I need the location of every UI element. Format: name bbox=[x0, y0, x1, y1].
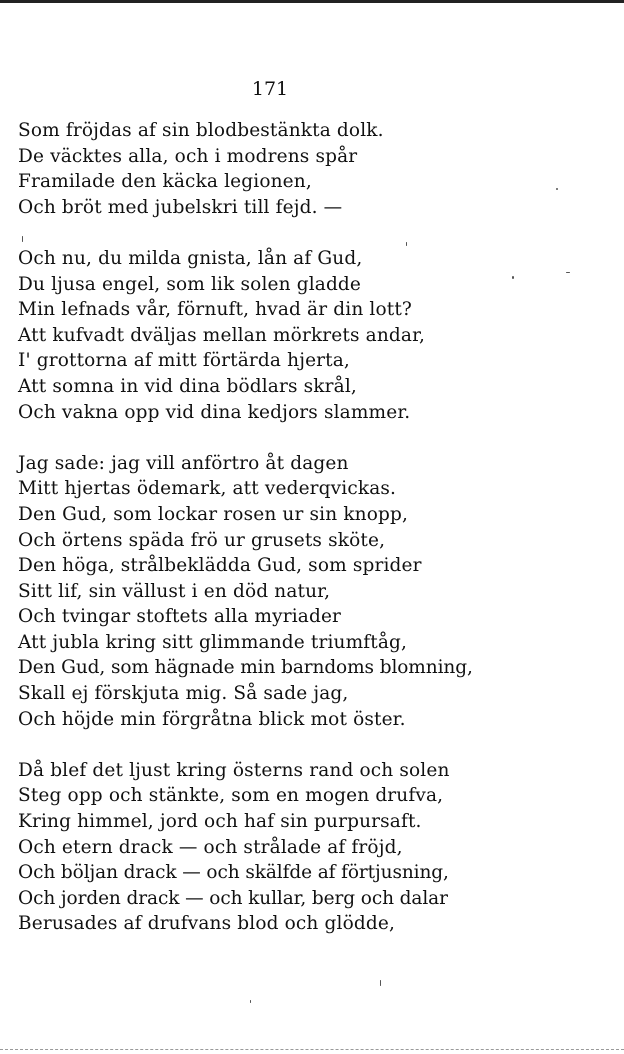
poem-line: Sitt lif, sin vällust i en död natur, bbox=[18, 580, 331, 602]
poem-line: Och örtens späda frö ur grusets sköte, bbox=[18, 529, 386, 551]
poem-line: Och bröt med jubelskri till fejd. — bbox=[18, 196, 343, 218]
poem-body bbox=[18, 118, 608, 937]
poem-line: Och vakna opp vid dina kedjors slammer. bbox=[18, 401, 411, 423]
scan-speck bbox=[380, 980, 381, 986]
poem-line: Som fröjdas af sin blodbestänkta dolk. bbox=[18, 120, 384, 141]
poem-line: Och tvingar stoftets alla myriader bbox=[18, 606, 342, 628]
poem-line: Och etern drack — och strålade af fröjd, bbox=[18, 836, 403, 858]
poem-line: Att somna in vid dina bödlars skrål, bbox=[18, 375, 357, 397]
poem-line: Då blef det ljust kring österns rand och solen bbox=[18, 759, 450, 781]
bottom-rule bbox=[0, 1049, 624, 1051]
poem-line: Steg opp och stänkte, som en mogen drufva, bbox=[18, 785, 444, 807]
stanza-break bbox=[18, 732, 608, 758]
stanza-break bbox=[18, 220, 608, 246]
stanza-2 bbox=[18, 246, 608, 425]
poem-line: Och höjde min förgråtna blick mot öster. bbox=[18, 708, 406, 730]
poem-line: Berusades af drufvans blod och glödde, bbox=[18, 913, 395, 935]
scan-speck bbox=[250, 1000, 251, 1003]
scan-speck bbox=[22, 236, 23, 242]
poem-line: Mitt hjertas ödemark, att vederqvickas. bbox=[18, 478, 397, 500]
poem-line: Kring himmel, jord och haf sin purpursaft. bbox=[18, 811, 422, 833]
scan-speck bbox=[406, 242, 407, 246]
stanza-break bbox=[18, 425, 608, 451]
scan-speck bbox=[556, 188, 558, 190]
poem-line: Att jubla kring sitt glimmande triumftåg, bbox=[18, 631, 408, 653]
stanza-3 bbox=[18, 451, 608, 733]
stanza-4 bbox=[18, 758, 608, 937]
poem-line: Min lefnads vår, förnuft, hvad är din lott? bbox=[18, 299, 413, 321]
poem-line: Den Gud, som hägnade min barndoms blomning, bbox=[18, 657, 473, 679]
scan-speck bbox=[566, 272, 570, 273]
poem-line: Den Gud, som lockar rosen ur sin knopp, bbox=[18, 503, 409, 525]
poem-line: Du ljusa engel, som lik solen gladde bbox=[18, 273, 362, 295]
page-number: 171 bbox=[251, 78, 289, 100]
poem-line: Framilade den käcka legionen, bbox=[18, 171, 312, 193]
poem-line: Den höga, strålbeklädda Gud, som sprider bbox=[18, 555, 422, 577]
top-rule bbox=[0, 0, 624, 3]
poem-line: Skall ej förskjuta mig. Så sade jag, bbox=[18, 683, 349, 705]
scan-speck bbox=[512, 276, 514, 279]
poem-line: Och böljan drack — och skälfde af förtjusning, bbox=[18, 862, 449, 884]
stanza-1 bbox=[18, 118, 608, 220]
poem-line: Jag sade: jag vill anförtro åt dagen bbox=[18, 452, 349, 474]
poem-line: Att kufvadt dväljas mellan mörkrets andar, bbox=[18, 324, 426, 346]
poem-line: I' grottorna af mitt förtärda hjerta, bbox=[18, 350, 350, 372]
poem-line: Och nu, du milda gnista, lån af Gud, bbox=[18, 247, 363, 269]
poem-line: De väcktes alla, och i modrens spår bbox=[18, 145, 358, 167]
poem-line: Och jorden drack — och kullar, berg och dalar bbox=[18, 887, 448, 909]
